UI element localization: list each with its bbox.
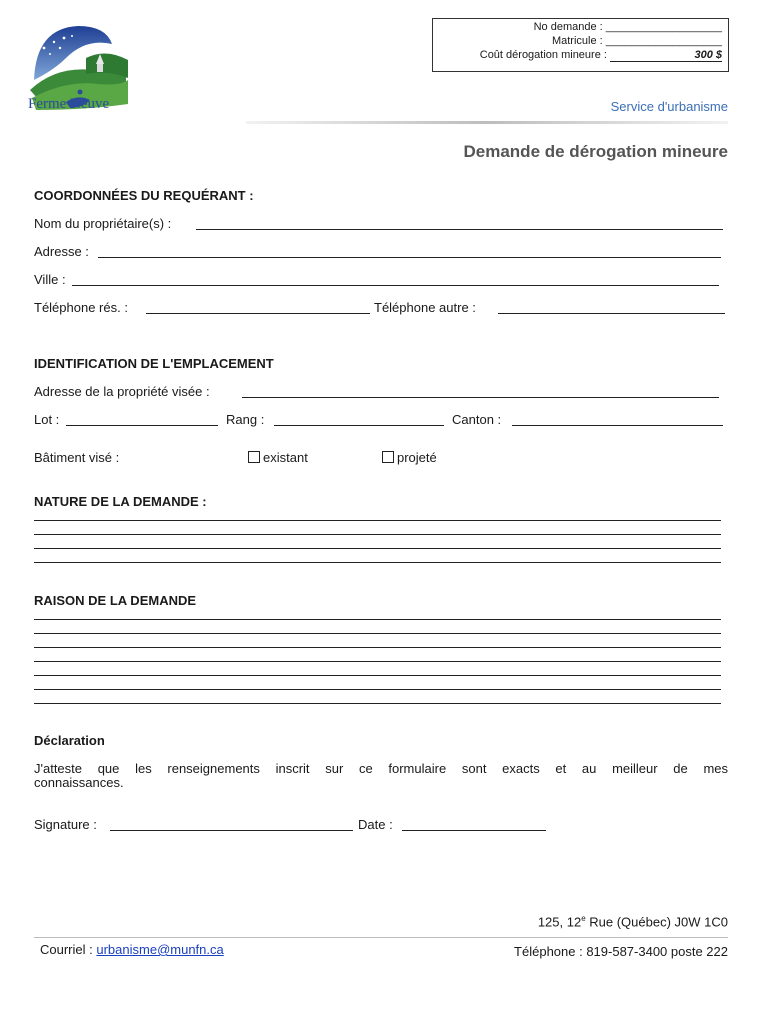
lot-field[interactable] (66, 425, 218, 426)
footer-divider (34, 937, 728, 938)
existing-option[interactable] (248, 450, 308, 465)
section-requerant-heading: COORDONNÉES DU REQUÉRANT : (34, 188, 254, 203)
phone-other-label: Téléphone autre : (374, 300, 476, 315)
raison-line[interactable] (34, 703, 721, 704)
date-field[interactable] (402, 830, 546, 831)
cout-value: 300 $ (610, 49, 722, 62)
property-address-label: Adresse de la propriété visée : (34, 384, 210, 399)
declaration-heading: Déclaration (34, 733, 105, 748)
date-label: Date : (358, 817, 393, 832)
cout-label: Coût dérogation mineure : (479, 49, 607, 61)
nature-line[interactable] (34, 548, 721, 549)
logo-text: Ferme Neuve (28, 96, 110, 112)
email-link[interactable]: urbanisme@munfn.ca (96, 942, 224, 957)
raison-line[interactable] (34, 661, 721, 662)
declaration-text-line2: connaissances. (34, 775, 124, 790)
existing-label: existant (263, 450, 308, 465)
canton-label: Canton : (452, 412, 502, 427)
section-raison-heading: RAISON DE LA DEMANDE (34, 593, 197, 608)
signature-label: Signature : (34, 817, 97, 832)
owner-label: Nom du propriétaire(s) : (34, 216, 172, 231)
footer-phone: Téléphone : 819-587-3400 poste 222 (514, 944, 728, 959)
footer-email-row (40, 942, 224, 957)
lot-label: Lot : (34, 412, 60, 427)
phone-res-field[interactable] (146, 313, 370, 314)
city-label: Ville : (34, 272, 66, 287)
signature-field[interactable] (110, 830, 353, 831)
nature-line[interactable] (34, 562, 721, 563)
raison-line[interactable] (34, 689, 721, 690)
phone-other-field[interactable] (498, 313, 725, 314)
footer-address: 125, 12e Rue (Québec) J0W 1C0 (537, 914, 728, 930)
projected-checkbox[interactable] (382, 451, 394, 463)
owner-field[interactable] (196, 229, 723, 230)
matricule-field: Matricule : ___________________ (551, 35, 722, 47)
projected-label: projeté (397, 450, 437, 465)
canton-field[interactable] (512, 425, 723, 426)
cout-row (453, 49, 722, 62)
address-label: Adresse : (34, 244, 89, 259)
section-nature-heading: NATURE DE LA DEMANDE : (34, 494, 207, 509)
raison-line[interactable] (34, 675, 721, 676)
declaration-text-line1: J'atteste que les renseignements inscrit sur ce formulaire sont exacts et au meilleur de mes (34, 761, 728, 776)
nature-line[interactable] (34, 520, 721, 521)
service-label: Service d'urbanisme (610, 99, 728, 114)
nature-line[interactable] (34, 534, 721, 535)
building-label: Bâtiment visé : (34, 450, 120, 465)
section-emplacement-heading: IDENTIFICATION DE L'EMPLACEMENT (34, 356, 274, 371)
rang-field[interactable] (274, 425, 444, 426)
email-label: Courriel : (40, 942, 93, 957)
property-address-field[interactable] (242, 397, 719, 398)
raison-line[interactable] (34, 619, 721, 620)
projected-option[interactable] (382, 450, 437, 465)
existing-checkbox[interactable] (248, 451, 260, 463)
rang-label: Rang : (226, 412, 265, 427)
page-title: Demande de dérogation mineure (463, 142, 728, 161)
no-demande-field: No demande : ___________________ (533, 21, 722, 33)
office-use-box (432, 18, 729, 72)
header-divider (246, 121, 728, 124)
raison-line[interactable] (34, 633, 721, 634)
address-field[interactable] (98, 257, 721, 258)
raison-line[interactable] (34, 647, 721, 648)
phone-res-label: Téléphone rés. : (34, 300, 128, 315)
city-field[interactable] (72, 285, 719, 286)
